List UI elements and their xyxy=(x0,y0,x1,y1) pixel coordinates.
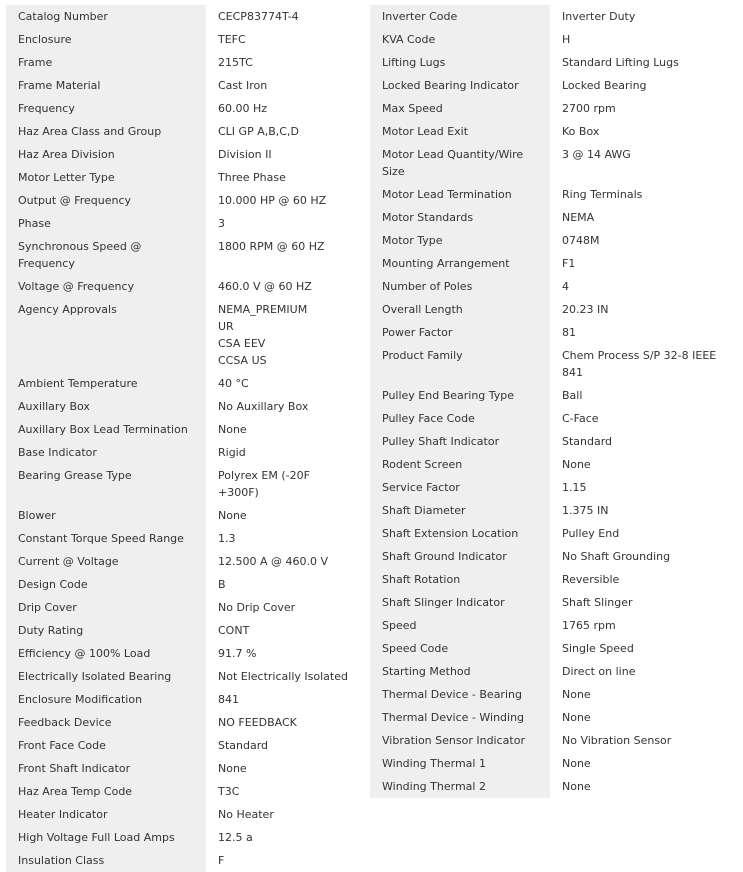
spec-value xyxy=(206,527,364,550)
spec-row xyxy=(6,826,364,849)
spec-value-line: 81 xyxy=(562,326,576,339)
spec-value-line: Polyrex EM (-20F +300F) xyxy=(218,469,310,499)
spec-value xyxy=(550,252,735,275)
spec-value xyxy=(550,229,735,252)
spec-value xyxy=(550,143,735,183)
spec-row xyxy=(370,275,735,298)
spec-value-line: UR xyxy=(218,320,234,333)
spec-value xyxy=(206,418,364,441)
spec-value xyxy=(206,166,364,189)
spec-row xyxy=(370,74,735,97)
spec-label: Vibration Sensor Indicator xyxy=(370,729,550,752)
spec-label: Feedback Device xyxy=(6,711,206,734)
spec-value xyxy=(206,74,364,97)
spec-value xyxy=(206,395,364,418)
spec-value xyxy=(550,183,735,206)
spec-value xyxy=(206,573,364,596)
spec-value-line: B xyxy=(218,578,226,591)
spec-label: Thermal Device - Bearing xyxy=(370,683,550,706)
spec-value-line: Not Electrically Isolated xyxy=(218,670,348,683)
spec-value xyxy=(550,384,735,407)
spec-row xyxy=(370,476,735,499)
spec-value-line: 1765 rpm xyxy=(562,619,616,632)
spec-label: Pulley Shaft Indicator xyxy=(370,430,550,453)
spec-row xyxy=(370,591,735,614)
spec-row xyxy=(370,298,735,321)
spec-row xyxy=(6,418,364,441)
spec-value xyxy=(206,51,364,74)
spec-value xyxy=(206,372,364,395)
spec-value-line: 1.3 xyxy=(218,532,236,545)
spec-value-line: F xyxy=(218,854,225,867)
spec-value-line: NEMA xyxy=(562,211,595,224)
spec-value-line: No Auxillary Box xyxy=(218,400,309,413)
spec-label: Shaft Extension Location xyxy=(370,522,550,545)
spec-label: Thermal Device - Winding xyxy=(370,706,550,729)
spec-label: Shaft Rotation xyxy=(370,568,550,591)
spec-row xyxy=(6,550,364,573)
spec-value-line: None xyxy=(562,458,591,471)
spec-label: Haz Area Class and Group xyxy=(6,120,206,143)
spec-value xyxy=(206,97,364,120)
spec-value xyxy=(550,120,735,143)
spec-label: Lifting Lugs xyxy=(370,51,550,74)
spec-label: Speed Code xyxy=(370,637,550,660)
spec-value xyxy=(206,665,364,688)
spec-label: Efficiency @ 100% Load xyxy=(6,642,206,665)
spec-row xyxy=(6,51,364,74)
spec-value-line: 3 @ 14 AWG xyxy=(562,148,631,161)
spec-row xyxy=(6,596,364,619)
spec-row xyxy=(370,344,735,384)
spec-label: Rodent Screen xyxy=(370,453,550,476)
spec-label: Ambient Temperature xyxy=(6,372,206,395)
spec-label: Locked Bearing Indicator xyxy=(370,74,550,97)
spec-row xyxy=(370,321,735,344)
spec-value xyxy=(206,28,364,51)
spec-value-line: CECP83774T-4 xyxy=(218,10,299,23)
spec-row xyxy=(370,120,735,143)
spec-value xyxy=(206,803,364,826)
spec-value-line: CSA EEV xyxy=(218,337,266,350)
spec-value xyxy=(550,637,735,660)
spec-value xyxy=(550,344,735,384)
spec-value-line: Rigid xyxy=(218,446,246,459)
spec-value xyxy=(550,453,735,476)
spec-label: Frame xyxy=(6,51,206,74)
spec-value xyxy=(206,143,364,166)
spec-label: Design Code xyxy=(6,573,206,596)
spec-row xyxy=(370,252,735,275)
spec-row xyxy=(370,706,735,729)
spec-label: Winding Thermal 2 xyxy=(370,775,550,798)
spec-value-line: 0748M xyxy=(562,234,600,247)
spec-value xyxy=(550,298,735,321)
spec-row xyxy=(6,212,364,235)
spec-label: Catalog Number xyxy=(6,5,206,28)
spec-value xyxy=(550,275,735,298)
spec-row xyxy=(370,453,735,476)
spec-row xyxy=(6,235,364,275)
spec-row xyxy=(370,637,735,660)
spec-label: Auxillary Box Lead Termination xyxy=(6,418,206,441)
spec-value-line: None xyxy=(562,688,591,701)
spec-label: Starting Method xyxy=(370,660,550,683)
spec-value-line: No Heater xyxy=(218,808,274,821)
spec-label: Voltage @ Frequency xyxy=(6,275,206,298)
spec-value xyxy=(206,464,364,504)
spec-row xyxy=(370,28,735,51)
spec-label: Shaft Diameter xyxy=(370,499,550,522)
spec-value xyxy=(550,407,735,430)
spec-value-line: Pulley End xyxy=(562,527,620,540)
spec-label: Front Face Code xyxy=(6,734,206,757)
spec-row xyxy=(370,683,735,706)
spec-value-line: Inverter Duty xyxy=(562,10,636,23)
spec-value-line: Standard xyxy=(218,739,269,752)
spec-value xyxy=(206,849,364,872)
spec-label: Agency Approvals xyxy=(6,298,206,372)
spec-label: Blower xyxy=(6,504,206,527)
spec-label: Bearing Grease Type xyxy=(6,464,206,504)
spec-value-line: Three Phase xyxy=(218,171,286,184)
spec-value-line: 3 xyxy=(218,217,225,230)
spec-label: Pulley End Bearing Type xyxy=(370,384,550,407)
spec-row xyxy=(370,206,735,229)
spec-row xyxy=(370,729,735,752)
spec-table-left xyxy=(6,5,364,872)
spec-value-line: NO FEEDBACK xyxy=(218,716,297,729)
spec-row xyxy=(6,757,364,780)
spec-value xyxy=(206,189,364,212)
spec-value-line: None xyxy=(218,762,247,775)
spec-value-line: None xyxy=(562,757,591,770)
spec-value xyxy=(550,683,735,706)
spec-label: Max Speed xyxy=(370,97,550,120)
spec-label: Electrically Isolated Bearing xyxy=(6,665,206,688)
spec-label: Synchronous Speed @ Frequency xyxy=(6,235,206,275)
spec-value-line: CONT xyxy=(218,624,250,637)
spec-value xyxy=(550,614,735,637)
spec-label: Mounting Arrangement xyxy=(370,252,550,275)
spec-label: Shaft Slinger Indicator xyxy=(370,591,550,614)
spec-value-line: Ko Box xyxy=(562,125,600,138)
spec-label: Speed xyxy=(370,614,550,637)
spec-value xyxy=(550,752,735,775)
spec-value-line: C-Face xyxy=(562,412,599,425)
spec-row xyxy=(370,183,735,206)
spec-value xyxy=(206,212,364,235)
spec-row xyxy=(6,734,364,757)
spec-value xyxy=(550,522,735,545)
spec-row xyxy=(370,752,735,775)
spec-label: Auxillary Box xyxy=(6,395,206,418)
spec-row xyxy=(6,298,364,372)
spec-label: Motor Letter Type xyxy=(6,166,206,189)
spec-label: Base Indicator xyxy=(6,441,206,464)
spec-value-line: 1.375 IN xyxy=(562,504,609,517)
spec-table-left-body xyxy=(6,5,364,872)
spec-value xyxy=(206,120,364,143)
spec-value-line: CCSA US xyxy=(218,354,267,367)
spec-row xyxy=(6,166,364,189)
spec-row xyxy=(6,395,364,418)
spec-value-line: 91.7 % xyxy=(218,647,257,660)
spec-value xyxy=(206,826,364,849)
spec-row xyxy=(370,522,735,545)
spec-value-line: No Vibration Sensor xyxy=(562,734,672,747)
spec-value-line: Ring Terminals xyxy=(562,188,643,201)
spec-row xyxy=(6,372,364,395)
spec-value xyxy=(206,642,364,665)
spec-label: Motor Lead Termination xyxy=(370,183,550,206)
spec-value-line: 4 xyxy=(562,280,569,293)
spec-value xyxy=(550,321,735,344)
spec-label: Enclosure Modification xyxy=(6,688,206,711)
spec-value-line: Standard Lifting Lugs xyxy=(562,56,679,69)
spec-row xyxy=(370,568,735,591)
spec-row xyxy=(370,407,735,430)
spec-label: Constant Torque Speed Range xyxy=(6,527,206,550)
spec-value xyxy=(206,5,364,28)
spec-value-line: No Shaft Grounding xyxy=(562,550,671,563)
spec-value xyxy=(206,780,364,803)
spec-label: Overall Length xyxy=(370,298,550,321)
spec-value xyxy=(206,734,364,757)
spec-value-line: 20.23 IN xyxy=(562,303,609,316)
spec-value xyxy=(206,550,364,573)
spec-value-line: NEMA_PREMIUM xyxy=(218,303,308,316)
spec-value-line: CLI GP A,B,C,D xyxy=(218,125,299,138)
spec-row xyxy=(370,143,735,183)
spec-value-line: Standard xyxy=(562,435,613,448)
spec-label: Motor Lead Quantity/Wire Size xyxy=(370,143,550,183)
spec-row xyxy=(6,619,364,642)
spec-label: KVA Code xyxy=(370,28,550,51)
spec-label: Duty Rating xyxy=(6,619,206,642)
spec-value xyxy=(550,706,735,729)
spec-row xyxy=(6,688,364,711)
spec-value xyxy=(550,5,735,28)
spec-value xyxy=(206,235,364,275)
spec-row xyxy=(6,74,364,97)
spec-value-line: TEFC xyxy=(218,33,246,46)
spec-row xyxy=(6,849,364,872)
spec-value xyxy=(550,476,735,499)
spec-row xyxy=(6,665,364,688)
spec-value-line: Division II xyxy=(218,148,272,161)
spec-value-line: 841 xyxy=(218,693,239,706)
spec-value xyxy=(550,568,735,591)
spec-value-line: Chem Process S/P 32-8 IEEE 841 xyxy=(562,349,717,379)
spec-row xyxy=(370,97,735,120)
spec-table-right-body xyxy=(370,5,735,798)
spec-value xyxy=(206,441,364,464)
spec-value-line: None xyxy=(562,711,591,724)
spec-value xyxy=(206,757,364,780)
spec-row xyxy=(370,545,735,568)
spec-value-line: 1.15 xyxy=(562,481,587,494)
spec-value-line: 12.5 a xyxy=(218,831,253,844)
spec-row xyxy=(370,229,735,252)
spec-label: Front Shaft Indicator xyxy=(6,757,206,780)
spec-row xyxy=(6,120,364,143)
spec-value-line: H xyxy=(562,33,571,46)
spec-label: Output @ Frequency xyxy=(6,189,206,212)
spec-label: Shaft Ground Indicator xyxy=(370,545,550,568)
spec-label: High Voltage Full Load Amps xyxy=(6,826,206,849)
spec-value-line: Reversible xyxy=(562,573,620,586)
spec-value xyxy=(550,430,735,453)
spec-value xyxy=(206,298,364,372)
spec-value-line: Single Speed xyxy=(562,642,634,655)
spec-label: Product Family xyxy=(370,344,550,384)
spec-row xyxy=(6,803,364,826)
spec-row xyxy=(370,51,735,74)
spec-label: Motor Lead Exit xyxy=(370,120,550,143)
spec-value xyxy=(206,275,364,298)
spec-value-line: Shaft Slinger xyxy=(562,596,633,609)
spec-label: Winding Thermal 1 xyxy=(370,752,550,775)
spec-value xyxy=(550,97,735,120)
spec-value xyxy=(206,504,364,527)
spec-row xyxy=(6,711,364,734)
spec-column-left xyxy=(6,5,364,872)
spec-label: Drip Cover xyxy=(6,596,206,619)
spec-value-line: Locked Bearing xyxy=(562,79,647,92)
spec-row xyxy=(6,97,364,120)
spec-value xyxy=(550,591,735,614)
spec-row xyxy=(370,614,735,637)
spec-label: Service Factor xyxy=(370,476,550,499)
spec-column-right xyxy=(370,5,735,798)
spec-label: Motor Type xyxy=(370,229,550,252)
spec-value xyxy=(550,206,735,229)
spec-value xyxy=(550,51,735,74)
spec-value xyxy=(550,660,735,683)
spec-row xyxy=(6,780,364,803)
spec-label: Phase xyxy=(6,212,206,235)
spec-row xyxy=(370,775,735,798)
spec-label: Insulation Class xyxy=(6,849,206,872)
spec-row xyxy=(6,189,364,212)
spec-value xyxy=(206,596,364,619)
spec-label: Inverter Code xyxy=(370,5,550,28)
spec-row xyxy=(370,430,735,453)
spec-value-line: F1 xyxy=(562,257,576,270)
spec-value xyxy=(550,729,735,752)
spec-value xyxy=(206,688,364,711)
spec-value-line: No Drip Cover xyxy=(218,601,296,614)
spec-table-right xyxy=(370,5,735,798)
spec-value-line: None xyxy=(218,509,247,522)
spec-value-line: Direct on line xyxy=(562,665,636,678)
spec-value xyxy=(550,28,735,51)
spec-value xyxy=(550,545,735,568)
spec-label: Power Factor xyxy=(370,321,550,344)
spec-value xyxy=(550,499,735,522)
spec-value xyxy=(206,711,364,734)
spec-row xyxy=(6,143,364,166)
spec-row xyxy=(6,28,364,51)
spec-value-line: 1800 RPM @ 60 HZ xyxy=(218,240,325,253)
spec-row xyxy=(370,5,735,28)
spec-label: Enclosure xyxy=(6,28,206,51)
spec-value xyxy=(206,619,364,642)
spec-label: Frequency xyxy=(6,97,206,120)
spec-row xyxy=(370,384,735,407)
spec-value-line: 60.00 Hz xyxy=(218,102,268,115)
spec-row xyxy=(6,642,364,665)
spec-value-line: 10.000 HP @ 60 HZ xyxy=(218,194,327,207)
spec-row xyxy=(6,504,364,527)
spec-value-line: Cast Iron xyxy=(218,79,268,92)
spec-row xyxy=(370,499,735,522)
spec-row xyxy=(6,5,364,28)
spec-value-line: 460.0 V @ 60 HZ xyxy=(218,280,312,293)
spec-value-line: 2700 rpm xyxy=(562,102,616,115)
spec-value-line: 40 °C xyxy=(218,377,249,390)
spec-value xyxy=(550,775,735,798)
spec-label: Frame Material xyxy=(6,74,206,97)
spec-label: Current @ Voltage xyxy=(6,550,206,573)
spec-row xyxy=(6,441,364,464)
spec-value-line: 12.500 A @ 460.0 V xyxy=(218,555,329,568)
spec-row xyxy=(370,660,735,683)
spec-value-line: None xyxy=(218,423,247,436)
spec-value-line: None xyxy=(562,780,591,793)
spec-label: Heater Indicator xyxy=(6,803,206,826)
spec-row xyxy=(6,527,364,550)
spec-value xyxy=(550,74,735,97)
spec-value-line: T3C xyxy=(218,785,240,798)
spec-row xyxy=(6,464,364,504)
spec-label: Number of Poles xyxy=(370,275,550,298)
spec-row xyxy=(6,275,364,298)
spec-value-line: Ball xyxy=(562,389,583,402)
spec-label: Motor Standards xyxy=(370,206,550,229)
spec-row xyxy=(6,573,364,596)
spec-value-line: 215TC xyxy=(218,56,253,69)
spec-label: Haz Area Temp Code xyxy=(6,780,206,803)
spec-label: Haz Area Division xyxy=(6,143,206,166)
spec-label: Pulley Face Code xyxy=(370,407,550,430)
